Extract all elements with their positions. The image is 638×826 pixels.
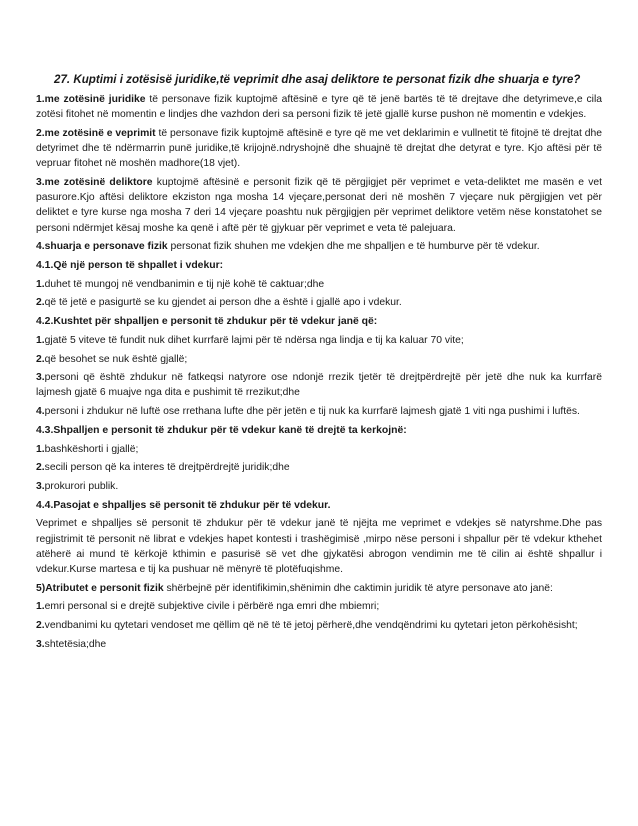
- paragraph-text: kuptojmë aftësinë e personit fizik që të përgjigjet për veprimet e veta-deliktet me masën e vet pasurore.Kjo aftësi deliktore ekziston nga mosha 14 vjeçare,personat deri në moshën 7 vjeçare nuk përgjigjen vet për deliktet e tyre kurse nga mosha 7 deri 14 vjeçare poashtu nuk përgjigjen për veprimet deliktore vetëm nëse konstatohet se personi ndërmjet kësaj moshe ka qenë i aftë për të gjykuar për veprimet e veta të palejuara.: [36, 177, 602, 234]
- paragraph: [36, 277, 602, 292]
- paragraph-text: shërbejnë për identifikimin,shënimin dhe caktimin juridik të atyre personave ato janë:: [163, 582, 553, 594]
- paragraph-text: që besohet se nuk është gjallë;: [44, 353, 188, 365]
- paragraph-text: emri personal si e drejtë subjektive civile i përbërë nga emri dhe mbiemri;: [44, 601, 380, 613]
- paragraph: [36, 516, 602, 577]
- paragraph-lead: 1.: [36, 278, 45, 290]
- paragraph: [36, 599, 602, 614]
- paragraph-lead: 3.me zotësinë deliktore: [36, 177, 153, 189]
- paragraph-lead: 2.: [36, 353, 45, 365]
- paragraph: [36, 333, 602, 348]
- document-body: [36, 92, 602, 652]
- paragraph-lead: 5)Atributet e personit fizik: [36, 582, 164, 594]
- paragraph-text: bashkëshorti i gjallë;: [44, 443, 139, 455]
- paragraph-lead: 2.: [36, 462, 45, 474]
- paragraph: [36, 442, 602, 457]
- paragraph-lead: 4.shuarja e personave fizik: [36, 241, 168, 253]
- paragraph: [36, 618, 602, 633]
- paragraph: [36, 460, 602, 475]
- paragraph-text: Veprimet e shpalljes së personit të zhdukur për të vdekur janë të njëjta me veprimet e vdekjes së natyrshme.Dhe pas regjistrimit të personit në librat e vdekjes hapet kontesti i trashëgimisë ,mirpo nëse personi i shpallur për të vdekur kthehet atëherë ai mund të kërkojë kthimin e pasurisë së vet dhe gjykatësi abrogon vendimin me të cilin ai është shpallur i vdekur.Kurse martesa e tij ka pushuar në mënyrë të plotëfuqishme.: [36, 518, 602, 575]
- paragraph-lead: 2.me zotësinë e veprimit: [36, 127, 156, 139]
- section-heading: 4.3.Shpalljen e personit të zhdukur për të vdekur kanë të drejtë ta kerkojnë:: [36, 424, 407, 436]
- paragraph-lead: 1.: [36, 334, 45, 346]
- paragraph-text: personi i zhdukur në luftë ose rrethana lufte dhe për jetën e tij nuk ka kurrfarë lajmesh gjatë 1 viti nga pushimi i luftës.: [44, 406, 580, 418]
- paragraph-text: të personave fizik kuptojmë aftësinë e tyre që të jenë bartës të të drejtave dhe detyrimeve,e cila zotësi fitohet në momentin e lindjes dhe vazhdon deri sa personi fizik të jetë gjallë kurse pushon në momentin e vdekjes.: [36, 94, 603, 121]
- paragraph: [36, 637, 602, 652]
- paragraph-lead: 3.: [36, 638, 45, 650]
- paragraph-lead: 1.me zotësinë juridike: [36, 94, 146, 105]
- paragraph-text: duhet të mungoj në vendbanimin e tij një kohë të caktuar;dhe: [44, 278, 325, 290]
- paragraph-text: gjatë 5 viteve të fundit nuk dihet kurrfarë lajmi për të ndërsa nga lindja e tij ka kaluar 70 vite;: [44, 334, 464, 346]
- paragraph: [36, 239, 602, 254]
- paragraph-lead: 2.: [36, 297, 45, 309]
- paragraph-lead: 3.: [36, 372, 45, 384]
- paragraph: [36, 352, 602, 367]
- paragraph: [36, 295, 602, 310]
- paragraph: [36, 126, 602, 172]
- paragraph-text: secili person që ka interes të drejtpërdrejtë juridik;dhe: [44, 462, 290, 474]
- section-heading: 4.2.Kushtet për shpalljen e personit të zhdukur për të vdekur janë që:: [36, 316, 378, 328]
- question-title: 27. Kuptimi i zotësisë juridike,të veprimit dhe asaj deliktore te personat fizik dhe shuarja e tyre?: [54, 73, 581, 86]
- paragraph: [36, 175, 602, 236]
- paragraph-text: vendbanimi ku qytetari vendoset me qëllim që në të të jetoj përherë,dhe vendqëndrimi ku qytetari jeton përkohësisht;: [44, 620, 578, 632]
- paragraph: [36, 92, 602, 122]
- section-heading: 4.4.Pasojat e shpalljes së personit të zhdukur për të vdekur.: [36, 499, 331, 511]
- paragraph: [36, 479, 602, 494]
- paragraph-text: të personave fizik kuptojmë aftësinë e tyre që me vet deklarimin e vullnetit të fitojnë të drejtat dhe detyrimet dhe të ndërmarrin punë juridike,të krijojnë.ndryshojnë dhe shuajnë të drejtat dhe detyrat e tyre. Kjo aftësi për të vepruar fitohet në moshën madhore(18 vjet).: [36, 127, 603, 170]
- section-heading: 4.1.Që një person të shpallet i vdekur:: [36, 260, 224, 272]
- paragraph-text: shtetësia;dhe: [44, 638, 107, 650]
- paragraph-lead: 1.: [36, 443, 45, 455]
- paragraph: [36, 404, 602, 419]
- paragraph-lead: 1.: [36, 601, 45, 613]
- paragraph-text: personat fizik shuhen me vdekjen dhe me shpalljen e të humburve për të vdekur.: [167, 241, 540, 253]
- paragraph-text: personi që është zhdukur në fatkeqsi natyrore ose ndonjë rrezik tjetër të drejtpërdrejtë për jetë dhe nuk ka kurrfarë lajmesh gjatë 6 muajve nga dita e pushimit të rrezikut;dhe: [36, 372, 602, 399]
- paragraph: [36, 581, 602, 596]
- paragraph-text: prokurori publik.: [44, 480, 119, 492]
- paragraph-lead: 2.: [36, 620, 45, 632]
- paragraph-lead: 4.: [36, 406, 45, 418]
- paragraph-text: që të jetë e pasigurtë se ku gjendet ai person dhe a është i gjallë apo i vdekur.: [44, 297, 402, 309]
- paragraph-lead: 3.: [36, 480, 45, 492]
- paragraph: [36, 370, 602, 400]
